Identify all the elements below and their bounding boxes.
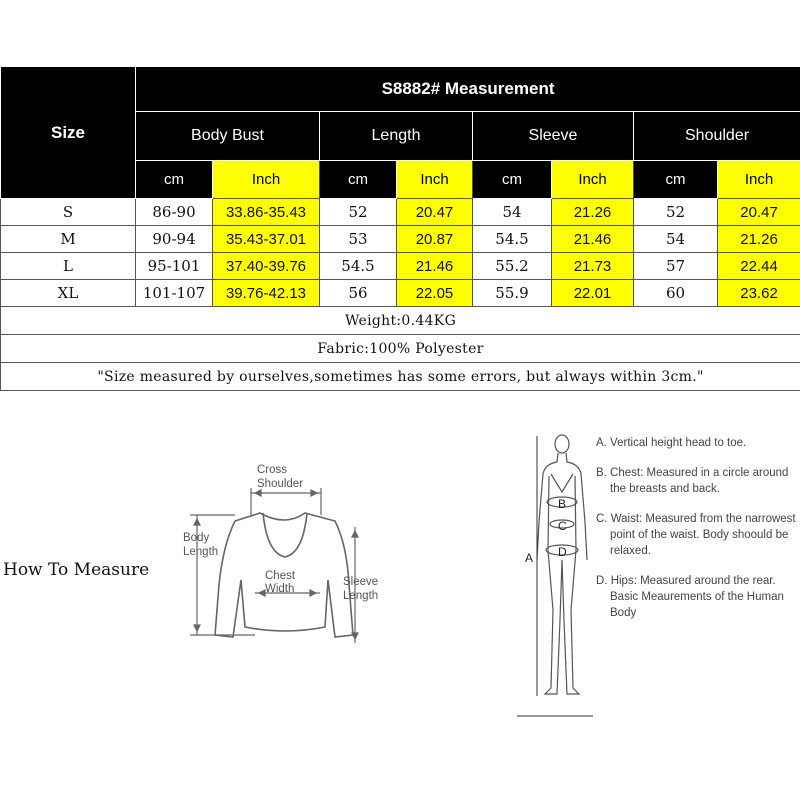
cm-cell: 52 <box>320 199 397 226</box>
weight-row: Weight:0.44KG <box>1 307 800 335</box>
letter-d: D <box>558 545 567 559</box>
inch-cell: 22.44 <box>718 253 800 280</box>
cm-cell: 55.2 <box>473 253 552 280</box>
cross-shoulder-label: Shoulder <box>257 478 304 490</box>
size-cell: L <box>1 253 136 280</box>
size-chart-table <box>0 66 800 391</box>
cm-cell: 54.5 <box>320 253 397 280</box>
unit-inch: Inch <box>718 161 800 199</box>
inch-cell: 20.47 <box>718 199 800 226</box>
inch-cell: 22.01 <box>552 280 634 307</box>
body-length-label: Length <box>183 546 219 558</box>
cm-cell: 57 <box>634 253 718 280</box>
length-header: Length <box>320 112 473 161</box>
inch-cell: 37.40-39.76 <box>213 253 320 280</box>
letter-c: C <box>558 519 567 533</box>
inch-cell: 35.43-37.01 <box>213 226 320 253</box>
cm-cell: 54.5 <box>473 226 552 253</box>
unit-inch: Inch <box>552 161 634 199</box>
table-row <box>1 280 800 307</box>
table-row <box>1 199 800 226</box>
size-cell: M <box>1 226 136 253</box>
size-cell: XL <box>1 280 136 307</box>
cm-cell: 90-94 <box>136 226 213 253</box>
unit-inch: Inch <box>397 161 473 199</box>
unit-cm: cm <box>136 161 213 199</box>
inch-cell: 21.26 <box>718 226 800 253</box>
sleeve-header: Sleeve <box>473 112 634 161</box>
body-figure-diagram <box>515 430 595 720</box>
sleeve-length-label: Sleeve <box>343 576 379 588</box>
measurement-notes <box>596 435 796 635</box>
unit-cm: cm <box>320 161 397 199</box>
garment-diagram <box>175 455 400 660</box>
inch-cell: 22.05 <box>397 280 473 307</box>
cm-cell: 56 <box>320 280 397 307</box>
unit-cm: cm <box>634 161 718 199</box>
sleeve-length-label: Length <box>343 590 379 602</box>
inch-cell: 20.87 <box>397 226 473 253</box>
cm-cell: 55.9 <box>473 280 552 307</box>
body-length-label: Body <box>183 532 210 544</box>
cm-cell: 53 <box>320 226 397 253</box>
inch-cell: 33.86-35.43 <box>213 199 320 226</box>
inch-cell: 23.62 <box>718 280 800 307</box>
shoulder-header: Shoulder <box>634 112 800 161</box>
table-row <box>1 226 800 253</box>
inch-cell: 21.73 <box>552 253 634 280</box>
size-cell: S <box>1 199 136 226</box>
inch-cell: 39.76-42.13 <box>213 280 320 307</box>
inch-cell: 20.47 <box>397 199 473 226</box>
note-c: C. Waist: Measured from the narrowest point of the waist. Body shoould be relaxed. <box>596 513 796 557</box>
cm-cell: 54 <box>473 199 552 226</box>
inch-cell: 21.26 <box>552 199 634 226</box>
cross-shoulder-label: Cross <box>257 464 288 476</box>
chest-width-label: Chest <box>265 570 296 582</box>
note-a: A. Vertical height head to toe. <box>596 437 747 449</box>
chart-title: S8882# Measurement <box>136 67 800 112</box>
unit-inch: Inch <box>213 161 320 199</box>
note-d: D. Hips: Measured around the rear. Basic Meaurements of the Human Body <box>596 575 784 619</box>
inch-cell: 21.46 <box>552 226 634 253</box>
cm-cell: 60 <box>634 280 718 307</box>
how-to-measure-label: How To Measure <box>3 560 150 580</box>
inch-cell: 21.46 <box>397 253 473 280</box>
size-header: Size <box>1 67 136 199</box>
table-row <box>1 253 800 280</box>
chest-width-label: Width <box>265 583 295 595</box>
letter-a: A <box>525 551 534 565</box>
size-note-row: "Size measured by ourselves,sometimes has some errors, but always within 3cm." <box>1 363 800 391</box>
cm-cell: 86-90 <box>136 199 213 226</box>
cm-cell: 54 <box>634 226 718 253</box>
cm-cell: 52 <box>634 199 718 226</box>
cm-cell: 95-101 <box>136 253 213 280</box>
letter-b: B <box>558 497 567 511</box>
body-bust-header: Body Bust <box>136 112 320 161</box>
cm-cell: 101-107 <box>136 280 213 307</box>
fabric-row: Fabric:100% Polyester <box>1 335 800 363</box>
unit-cm: cm <box>473 161 552 199</box>
note-b: B. Chest: Measured in a circle around the breasts and back. <box>596 467 789 495</box>
